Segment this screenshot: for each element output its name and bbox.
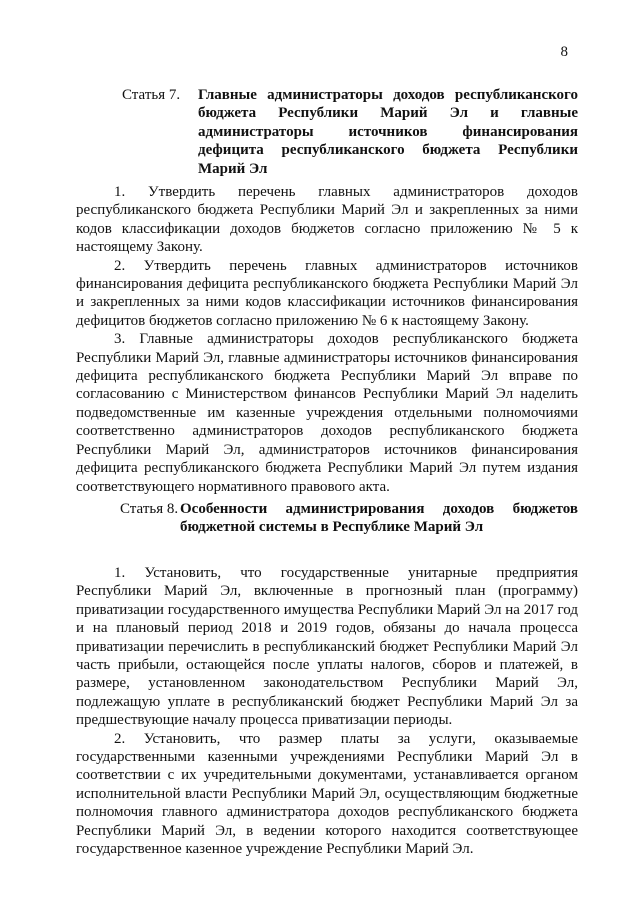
article-8-heading: [76, 500, 578, 537]
article-7-title: Главные администраторы доходов республиканского бюджета Республики Марий Эл и главные администраторы источников финансирования дефицита республиканского бюджета Республики Марий Эл: [198, 87, 578, 177]
article-8-body: [76, 564, 578, 859]
article-7-label: Статья 7.: [122, 87, 181, 103]
article-7-paragraph-2: 2. Утвердить перечень главных администраторов источников финансирования дефицита республиканского бюджета Республики Марий Эл и закрепленных за ними кодов классификации источников финансирования дефицитов бюджетов согласно приложению № 6 к настоящему Закону.: [76, 257, 578, 329]
article-8-title: Особенности администрирования доходов бюджетов бюджетной системы в Республике Марий Эл: [180, 501, 578, 536]
article-7-body: [76, 183, 578, 496]
article-8-label: Статья 8.: [120, 501, 179, 517]
article-7-paragraph-1: 1. Утвердить перечень главных администраторов доходов республиканского бюджета Республики Марий Эл и закрепленных за ними кодов классификации доходов бюджетов согласно приложению № 5 к настоящему Закону.: [76, 184, 578, 256]
article-7-heading: [76, 86, 578, 178]
article-8-paragraph-2: 2. Установить, что размер платы за услуги, оказываемые государственными казенными учреждениями Республики Марий Эл в соответствии с их учредительными документами, устанавливается органом исполнительной власти Республики Марий Эл, осуществляющим бюджетные полномочия главного администратора доходов республиканского бюджета Республики Марий Эл, в ведении которого находится соответствующее государственное казенное учреждение Республики Марий Эл.: [76, 730, 578, 858]
page-number: 8: [560, 44, 568, 60]
article-7-paragraph-3: 3. Главные администраторы доходов республиканского бюджета Республики Марий Эл, главные администраторы источников финансирования дефицита республиканского бюджета Республики Марий Эл вправе по согласованию с Министерством финансов Республики Марий Эл наделить подведомственные им казенные учреждения отдельными полномочиями соответственно администраторов доходов республиканского бюджета Республики Марий Эл, администраторов источников финансирования дефицита республиканского бюджета Республики Марий Эл путем издания соответствующего нормативного правового акта.: [76, 331, 578, 495]
article-8-paragraph-1: 1. Установить, что государственные унитарные предприятия Республики Марий Эл, включенные в прогнозный план (программу) приватизации государственного имущества Республики Марий Эл на 2017 год и на плановый период 2018 и 2019 годов, обязаны до начала процесса приватизации перечислить в республиканский бюджет Республики Марий Эл часть прибыли, остающейся после уплаты налогов, сборов и платежей, в размере, установленном законодательством Республики Марий Эл, подлежащую уплате в республиканский бюджет Республики Марий Эл за предшествующие началу процесса приватизации периоды.: [76, 565, 578, 729]
